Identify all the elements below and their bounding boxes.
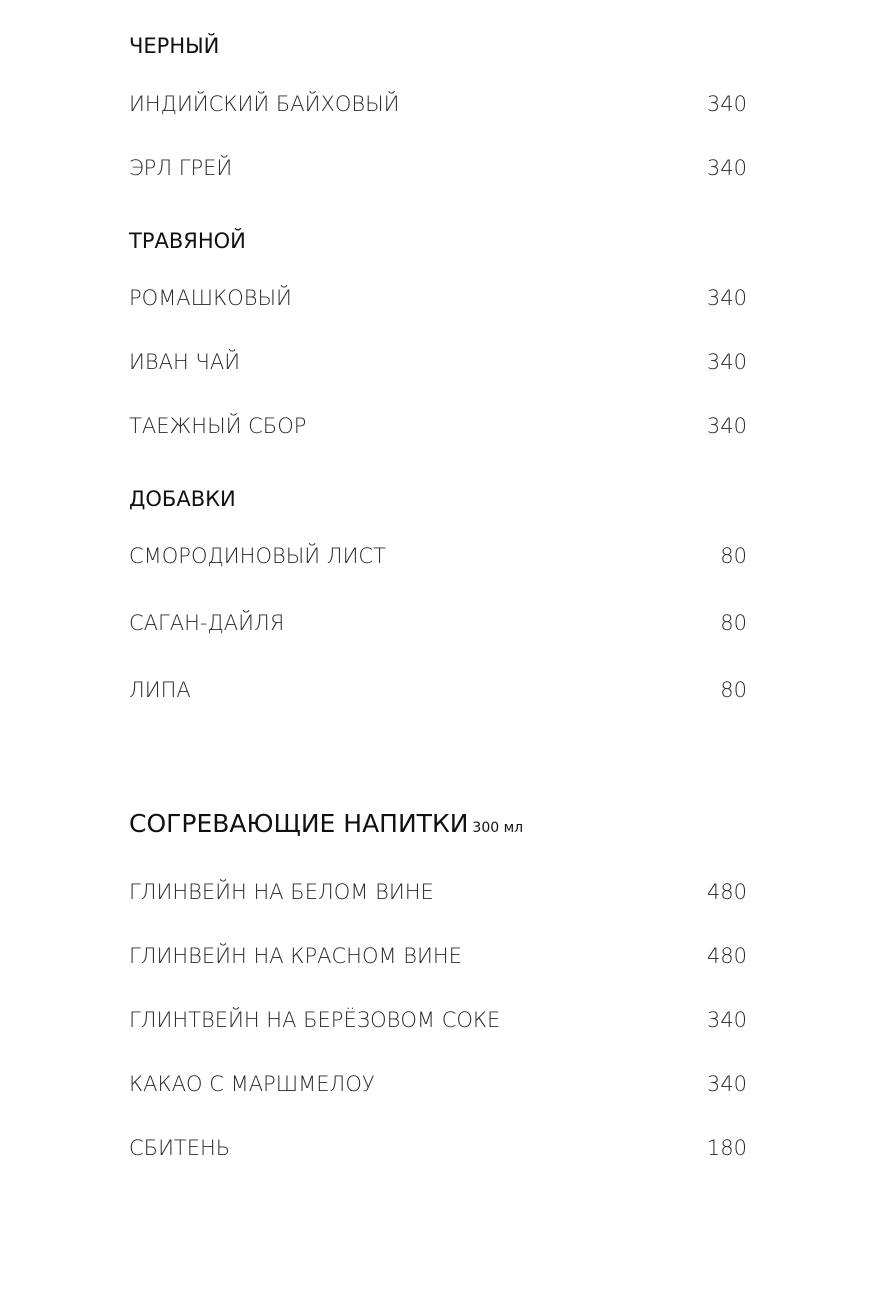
- menu-item-name: ГЛИНВЕЙН НА БЕЛОМ ВИНЕ: [129, 880, 434, 904]
- menu-item-name: ГЛИНВЕЙН НА КРАСНОМ ВИНЕ: [129, 944, 462, 968]
- category-title-herbal: ТРАВЯНОЙ: [129, 229, 246, 253]
- menu-item-price: 180: [706, 1136, 747, 1160]
- menu-item-price: 80: [720, 611, 747, 635]
- menu-item-name: САГАН-ДАЙЛЯ: [129, 611, 285, 635]
- menu-item-price: 480: [706, 944, 747, 968]
- menu-item-name: ТАЕЖНЫЙ СБОР: [129, 414, 307, 438]
- section-title-warming-drinks: [129, 809, 523, 838]
- menu-item-price: 480: [706, 880, 747, 904]
- menu-item-name: ЛИПА: [129, 678, 191, 702]
- menu-item-name: СБИТЕНЬ: [129, 1136, 231, 1160]
- menu-item-price: 340: [706, 1072, 747, 1096]
- menu-item-price: 80: [720, 544, 747, 568]
- menu-item-name: ГЛИНТВЕЙН НА БЕРЁЗОВОМ СОКЕ: [129, 1008, 501, 1032]
- menu-item-name: СМОРОДИНОВЫЙ ЛИСТ: [129, 544, 386, 568]
- category-title-addons: ДОБАВКИ: [129, 487, 236, 511]
- menu-item-price: 340: [706, 414, 747, 438]
- menu-item-name: РОМАШКОВЫЙ: [129, 286, 292, 310]
- volume-label: 300 мл: [472, 820, 524, 836]
- section-title-text: СОГРЕВАЮЩИЕ НАПИТКИ: [129, 809, 469, 838]
- menu-item-price: 340: [706, 1008, 747, 1032]
- menu-item-price: 340: [706, 156, 747, 180]
- menu-item-price: 80: [720, 678, 747, 702]
- category-title-black: ЧЕРНЫЙ: [129, 34, 220, 58]
- menu-item-name: ИВАН ЧАЙ: [129, 350, 241, 374]
- menu-item-price: 340: [706, 92, 747, 116]
- menu-item-price: 340: [706, 286, 747, 310]
- menu-item-price: 340: [706, 350, 747, 374]
- menu-item-name: ЭРЛ ГРЕЙ: [129, 156, 233, 180]
- menu-item-name: КАКАО С МАРШМЕЛОУ: [129, 1072, 375, 1096]
- menu-item-name: ИНДИЙСКИЙ БАЙХОВЫЙ: [129, 92, 400, 116]
